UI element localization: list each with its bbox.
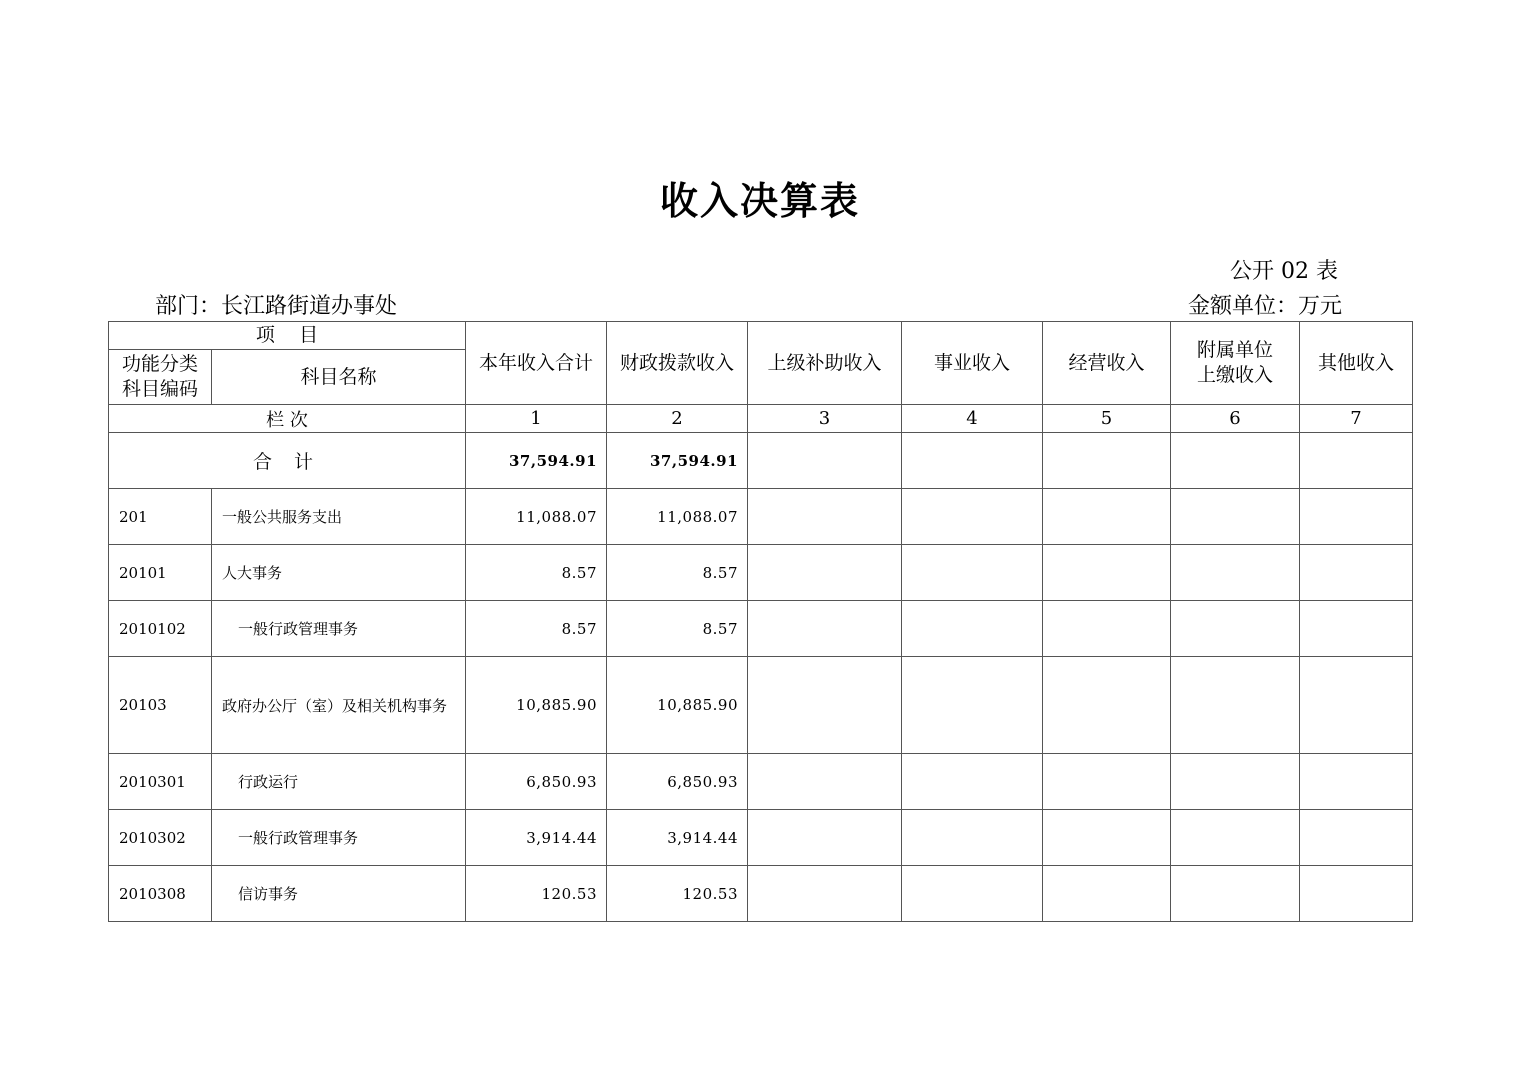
column-index-cell: 4	[902, 405, 1043, 433]
amount-cell	[1171, 810, 1300, 866]
amount-cell: 11,088.07	[466, 489, 607, 545]
subject-name: 一般公共服务支出	[212, 489, 466, 545]
amount-cell: 8.57	[607, 601, 748, 657]
total-value	[748, 433, 902, 489]
amount-cell	[902, 489, 1043, 545]
header-item	[109, 322, 466, 350]
amount-cell: 8.57	[466, 601, 607, 657]
amount-cell	[1300, 601, 1413, 657]
header-func-code-line1: 功能分类	[121, 353, 198, 375]
amount-cell	[1171, 657, 1300, 754]
header-col-6-line2: 上缴收入	[1197, 364, 1274, 386]
header-col-4: 事业收入	[902, 322, 1043, 405]
amount-cell	[902, 866, 1043, 922]
func-code: 2010302	[109, 810, 212, 866]
income-statement-table	[108, 321, 1413, 922]
table-row	[109, 489, 1413, 545]
amount-cell	[1300, 810, 1413, 866]
amount-cell: 3,914.44	[607, 810, 748, 866]
amount-cell	[902, 601, 1043, 657]
header-col-7: 其他收入	[1300, 322, 1413, 405]
amount-cell: 10,885.90	[607, 657, 748, 754]
amount-cell	[902, 810, 1043, 866]
amount-cell	[748, 754, 902, 810]
total-value	[902, 433, 1043, 489]
amount-cell: 3,914.44	[466, 810, 607, 866]
header-row-1	[109, 322, 1413, 350]
amount-cell	[1300, 754, 1413, 810]
subject-name: 一般行政管理事务	[212, 601, 466, 657]
header-subject-name: 科目名称	[212, 350, 466, 405]
amount-cell: 8.57	[466, 545, 607, 601]
table-row	[109, 601, 1413, 657]
amount-cell	[1171, 754, 1300, 810]
amount-cell	[748, 489, 902, 545]
total-value	[1171, 433, 1300, 489]
total-label: 合 计	[109, 433, 466, 489]
subject-name: 政府办公厅（室）及相关机构事务	[212, 657, 466, 754]
amount-cell	[748, 657, 902, 754]
column-index-row	[109, 405, 1413, 433]
header-func-code	[109, 350, 212, 405]
amount-cell	[1171, 545, 1300, 601]
func-code: 20101	[109, 545, 212, 601]
amount-cell	[1043, 866, 1171, 922]
amount-cell: 10,885.90	[466, 657, 607, 754]
total-value	[1300, 433, 1413, 489]
func-code: 2010102	[109, 601, 212, 657]
subject-name: 行政运行	[212, 754, 466, 810]
column-index-cell: 1	[466, 405, 607, 433]
header-col-3: 上级补助收入	[748, 322, 902, 405]
column-index-cell: 3	[748, 405, 902, 433]
amount-cell	[1171, 866, 1300, 922]
header-col-2: 财政拨款收入	[607, 322, 748, 405]
column-index-cell: 2	[607, 405, 748, 433]
amount-cell: 11,088.07	[607, 489, 748, 545]
amount-cell	[748, 866, 902, 922]
amount-cell	[748, 601, 902, 657]
amount-cell	[1043, 601, 1171, 657]
column-index-cell: 5	[1043, 405, 1171, 433]
column-index-cell: 6	[1171, 405, 1300, 433]
header-col-6	[1171, 322, 1300, 405]
func-code: 201	[109, 489, 212, 545]
column-index-cell: 7	[1300, 405, 1413, 433]
amount-cell	[1043, 657, 1171, 754]
page-title: 收入决算表	[659, 179, 860, 223]
amount-cell	[902, 545, 1043, 601]
amount-cell	[1043, 754, 1171, 810]
amount-cell	[1300, 489, 1413, 545]
header-col-6-line1: 附属单位	[1197, 339, 1274, 361]
header-col-5: 经营收入	[1043, 322, 1171, 405]
header-item-text: 项 目	[255, 324, 319, 346]
total-value: 37,594.91	[466, 433, 607, 489]
amount-cell	[748, 810, 902, 866]
func-code: 2010301	[109, 754, 212, 810]
table-row	[109, 657, 1413, 754]
subject-name: 信访事务	[212, 866, 466, 922]
amount-cell	[1043, 545, 1171, 601]
amount-cell: 120.53	[466, 866, 607, 922]
func-code: 2010308	[109, 866, 212, 922]
amount-cell	[1171, 601, 1300, 657]
amount-cell	[902, 754, 1043, 810]
column-index-label: 栏 次	[109, 405, 466, 433]
amount-cell	[1043, 489, 1171, 545]
amount-cell	[1300, 866, 1413, 922]
amount-cell	[1171, 489, 1300, 545]
amount-cell: 120.53	[607, 866, 748, 922]
subject-name: 人大事务	[212, 545, 466, 601]
amount-cell	[1300, 657, 1413, 754]
header-col-1: 本年收入合计	[466, 322, 607, 405]
amount-cell: 8.57	[607, 545, 748, 601]
table-row	[109, 545, 1413, 601]
department-label: 部门：长江路街道办事处	[155, 294, 398, 319]
amount-cell	[902, 657, 1043, 754]
amount-cell	[748, 545, 902, 601]
total-value: 37,594.91	[607, 433, 748, 489]
amount-unit-label: 金额单位：万元	[1187, 294, 1342, 319]
table-row	[109, 810, 1413, 866]
amount-cell: 6,850.93	[607, 754, 748, 810]
header-func-code-line2: 科目编码	[121, 378, 198, 400]
total-row	[109, 433, 1413, 489]
amount-cell	[1043, 810, 1171, 866]
table-row	[109, 866, 1413, 922]
func-code: 20103	[109, 657, 212, 754]
amount-cell	[1300, 545, 1413, 601]
amount-cell: 6,850.93	[466, 754, 607, 810]
form-number: 公开 02 表	[1230, 259, 1338, 284]
table-row	[109, 754, 1413, 810]
total-value	[1043, 433, 1171, 489]
subject-name: 一般行政管理事务	[212, 810, 466, 866]
